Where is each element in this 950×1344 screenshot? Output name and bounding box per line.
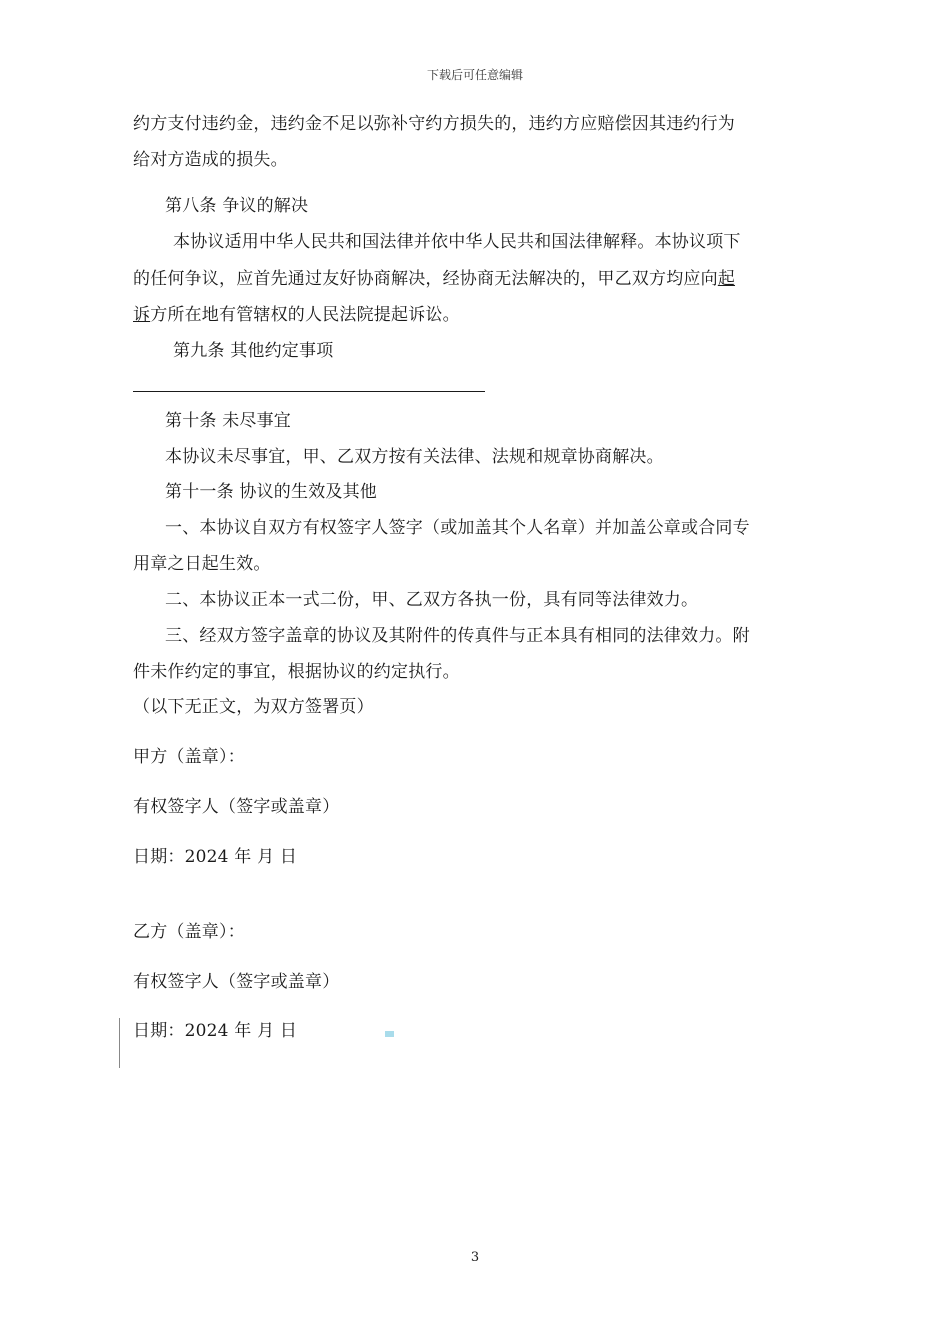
fill-in-blank-line [133,391,485,392]
paragraph-line: 一、本协议自双方有权签字人签字（或加盖其个人名章）并加盖公章或合同专 [165,518,750,538]
party-a-date: 日期：2024 年 月 日 [133,847,298,867]
paragraph-line: 三、经双方签字盖章的协议及其附件的传真件与正本具有相同的法律效力。附 [165,626,750,646]
party-b-signer-label: 有权签字人（签字或盖章） [133,972,340,992]
article-9-title: 第九条 其他约定事项 [173,341,334,361]
paragraph-line [133,269,735,289]
paragraph-line: 约方支付违约金，违约金不足以弥补守约方损失的，违约方应赔偿因其违约行为 [133,114,735,134]
party-a-seal-label: 甲方（盖章）： [133,747,245,767]
paragraph-line: 件未作约定的事宜，根据协议的约定执行。 [133,662,460,682]
page-number: 3 [470,1250,480,1265]
underlined-text: 起 [717,269,736,289]
party-b-date: 日期：2024 年 月 日 [133,1021,298,1041]
paragraph-line [133,305,460,325]
paragraph-text: 方所在地有管辖权的人民法院提起诉讼。 [150,305,460,325]
article-11-title: 第十一条 协议的生效及其他 [165,482,378,502]
article-8-title: 第八条 争议的解决 [165,196,309,216]
page-header-note: 下载后可任意编辑 [426,68,523,82]
paragraph-text: 的任何争议，应首先通过友好协商解决，经协商无法解决的，甲乙双方均应向 [133,269,718,289]
paragraph-line: 本协议适用中华人民共和国法律并依中华人民共和国法律解释。本协议项下 [173,232,741,252]
party-b-seal-label: 乙方（盖章）： [133,922,245,942]
article-10-title: 第十条 未尽事宜 [165,411,292,431]
paragraph-line: 本协议未尽事宜，甲、乙双方按有关法律、法规和规章协商解决。 [165,447,664,467]
underlined-text: 诉 [133,305,151,325]
paragraph-line: 二、本协议正本一式二份，甲、乙双方各执一份，具有同等法律效力。 [165,590,699,610]
end-of-text-note: （以下无正文，为双方签署页） [133,697,374,717]
paragraph-line: 给对方造成的损失。 [133,150,288,170]
selection-marker [385,1031,394,1037]
party-a-signer-label: 有权签字人（签字或盖章） [133,797,340,817]
text-cursor-bar [119,1018,120,1068]
paragraph-line: 用章之日起生效。 [133,554,271,574]
